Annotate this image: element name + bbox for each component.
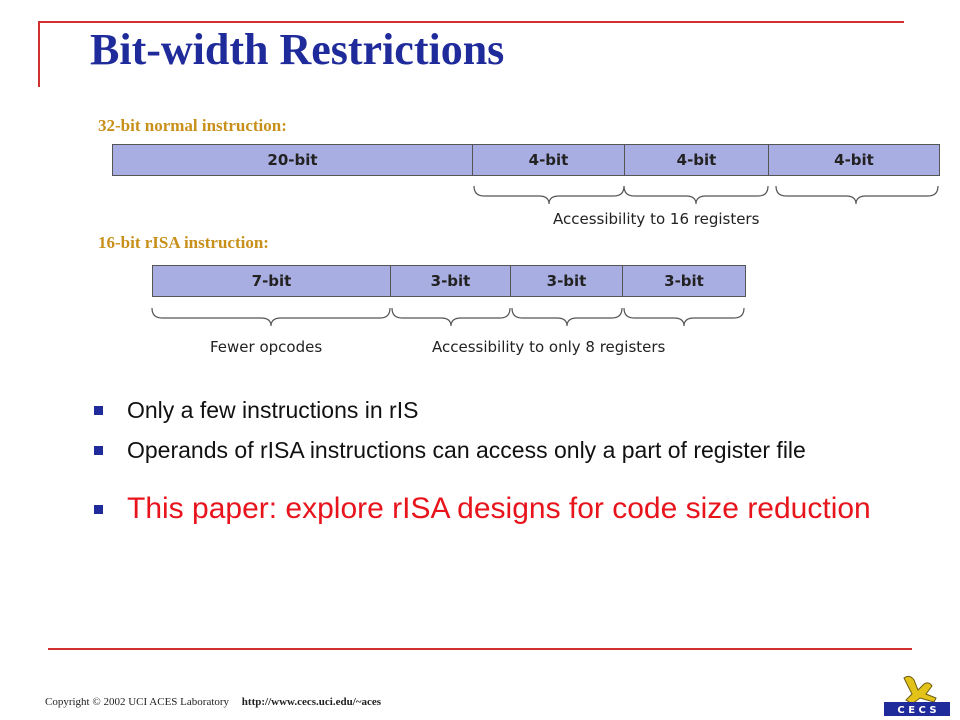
risa-registers-note: Accessibility to only 8 registers	[432, 338, 666, 356]
bullet-item-highlight	[92, 492, 922, 526]
bullet-text: This paper: explore rISA designs for code size reduction	[127, 492, 871, 525]
bullet-text: Operands of rISA instructions can access only a part of register file	[127, 437, 806, 463]
bullet-item	[92, 436, 922, 464]
bullet-list	[92, 396, 922, 538]
footer-copyright: Copyright © 2002 UCI ACES Laboratory	[45, 696, 230, 708]
risa-field-reg3: 3-bit	[664, 272, 704, 290]
bullet-square-icon	[94, 446, 103, 455]
risa-field-opcode: 7-bit	[153, 266, 391, 296]
risa-instruction-bar	[152, 265, 746, 297]
risa-instruction-label: 16-bit rISA instruction:	[98, 233, 269, 252]
cecs-logo	[884, 674, 950, 716]
risa-field-reg1: 3-bit	[391, 266, 511, 296]
normal-registers-note: Accessibility to 16 registers	[553, 210, 760, 228]
normal-field-reg3: 4-bit	[834, 151, 874, 169]
footer	[45, 696, 381, 708]
slide-title: Bit-width Restrictions	[90, 25, 505, 74]
bullet-square-icon	[94, 406, 103, 415]
risa-opcodes-note: Fewer opcodes	[210, 338, 323, 356]
bullet-item	[92, 396, 922, 424]
normal-field-reg2: 4-bit	[625, 145, 769, 175]
bullet-text: Only a few instructions in rIS	[127, 397, 419, 423]
footer-url-link[interactable]: http://www.cecs.uci.edu/~aces	[241, 696, 382, 708]
normal-instruction-label: 32-bit normal instruction:	[98, 116, 287, 135]
normal-field-opcode: 20-bit	[113, 145, 473, 175]
risa-field-reg2: 3-bit	[511, 266, 623, 296]
bullet-square-icon	[94, 505, 103, 514]
logo-text: C E C S	[897, 705, 937, 716]
normal-field-reg1: 4-bit	[473, 145, 625, 175]
